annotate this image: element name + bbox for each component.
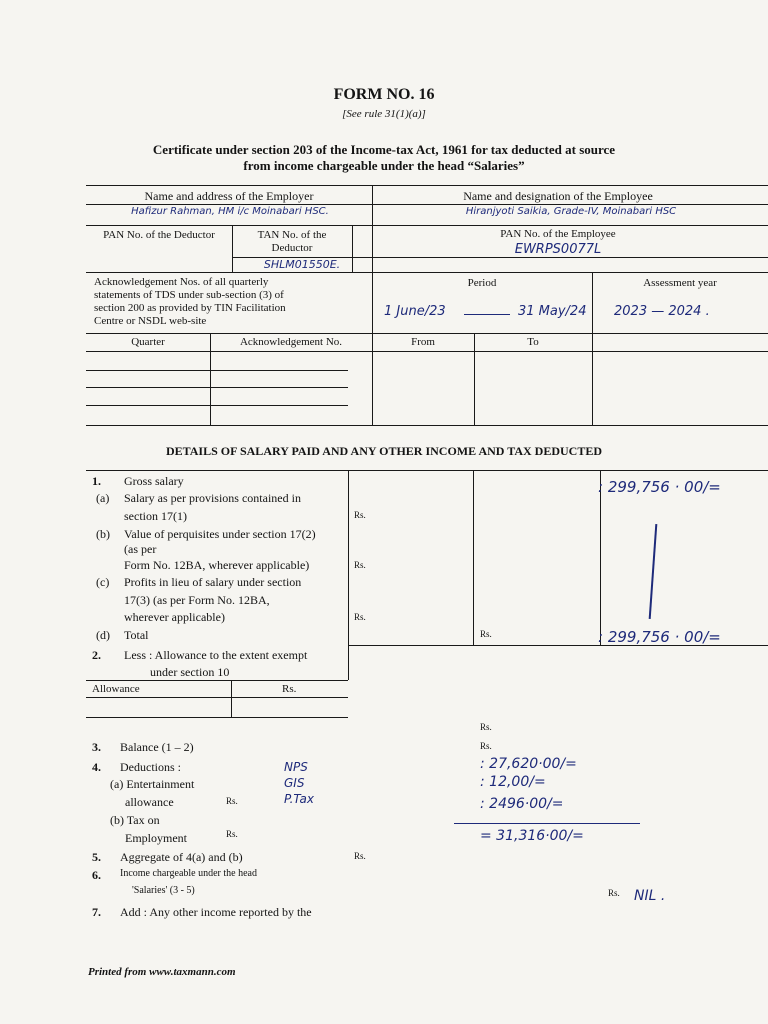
item-3-num: 3. xyxy=(92,740,101,754)
item-d: (d) xyxy=(96,628,110,642)
continuation-stroke xyxy=(649,524,658,619)
nps-note: NPS xyxy=(284,760,308,774)
certificate-line-1: Certificate under section 203 of the Income-tax Act, 1961 for tax deducted at source xyxy=(152,142,616,157)
ack-line: section 200 as provided by TIN Facilitation xyxy=(94,302,286,314)
rs-b: Rs. xyxy=(354,560,366,570)
period-from-value: 1 June/23 xyxy=(384,304,446,319)
rs-a: Rs. xyxy=(354,510,366,520)
tan-deductor-label-2: Deductor xyxy=(271,242,313,254)
item-b-line3: Form No. 12BA, wherever applicable) xyxy=(124,558,310,572)
tan-value: SHLM01550E. xyxy=(263,258,341,271)
ack-line: Acknowledgement Nos. of all quarterly xyxy=(94,276,269,288)
rs-upper: Rs. xyxy=(480,722,492,732)
tan-deductor-label-1: TAN No. of the xyxy=(257,229,327,241)
item-c: (c) xyxy=(96,575,110,589)
item-c-line3: wherever applicable) xyxy=(124,610,225,624)
item-c-line2: 17(3) (as per Form No. 12BA, xyxy=(124,593,270,607)
gross-salary-label: Gross salary xyxy=(124,474,184,488)
ptax-note: P.Tax xyxy=(284,792,314,806)
employer-header: Name and address of the Employer xyxy=(144,189,314,203)
rs-entertainment: Rs. xyxy=(226,796,238,806)
item-5-num: 5. xyxy=(92,850,101,864)
period-to-value: 31 May/24 xyxy=(518,304,587,319)
deductions-label: Deductions : xyxy=(120,760,181,774)
from-header: From xyxy=(411,336,435,348)
rs-total: Rs. xyxy=(480,629,492,639)
item-6-num: 6. xyxy=(92,868,101,882)
pan-employee-value: EWRPS0077L xyxy=(514,242,602,257)
tax-employment-line2: Employment xyxy=(125,831,187,845)
item-a-line1: Salary as per provisions contained in xyxy=(124,491,301,505)
employer-value: Hafizur Rahman, HM i/c Moinabari HSC. xyxy=(131,206,329,217)
assessment-year-label: Assessment year xyxy=(643,277,717,289)
form-title: FORM NO. 16 xyxy=(333,86,435,103)
details-title: DETAILS OF SALARY PAID AND ANY OTHER INCOME AND TAX DEDUCTED xyxy=(165,444,603,458)
allowance-header: Allowance xyxy=(92,683,140,695)
item-2-num: 2. xyxy=(92,648,101,662)
rs-aggregate: Rs. xyxy=(354,851,366,861)
entertainment-line1: (a) Entertainment xyxy=(110,777,195,791)
to-header: To xyxy=(527,336,539,348)
item-c-line1: Profits in lieu of salary under section xyxy=(124,575,302,589)
ack-line: statements of TDS under sub-section (3) of xyxy=(94,289,284,301)
total-label: Total xyxy=(124,628,149,642)
employee-header: Name and designation of the Employee xyxy=(463,189,653,203)
allowance-rs: Rs. xyxy=(282,683,297,695)
rs-c: Rs. xyxy=(354,612,366,622)
quarter-header: Quarter xyxy=(131,336,165,348)
item-4-num: 4. xyxy=(92,760,101,774)
item-7-num: 7. xyxy=(92,905,101,919)
gross-salary-value: : 299,756 · 00/= xyxy=(598,478,721,496)
pan-employee-label: PAN No. of the Employee xyxy=(500,228,616,240)
ack-line: Centre or NSDL web-site xyxy=(94,315,207,327)
deduction-nps-value: : 27,620·00/= xyxy=(480,756,577,772)
less-allowance-line2: under section 10 xyxy=(150,665,230,679)
balance-label: Balance (1 – 2) xyxy=(120,740,194,754)
rs-income: Rs. xyxy=(608,888,620,898)
assessment-year-value: 2023 — 2024 . xyxy=(614,304,710,319)
tax-employment-line1: (b) Tax on xyxy=(110,813,160,827)
income-chargeable-line2: 'Salaries' (3 - 5) xyxy=(132,885,195,896)
aggregate-label: Aggregate of 4(a) and (b) xyxy=(120,850,243,864)
total-salary-value: : 299,756 · 00/= xyxy=(598,628,721,646)
period-dash xyxy=(464,314,510,315)
item-b: (b) xyxy=(96,527,110,541)
item-b-line2: (as per xyxy=(124,542,157,556)
item-1-num: 1. xyxy=(92,474,101,488)
rule-reference: [See rule 31(1)(a)] xyxy=(342,108,426,120)
income-chargeable-line1: Income chargeable under the head xyxy=(120,868,257,879)
income-nil-value: NIL . xyxy=(634,888,666,904)
item-a-line2: section 17(1) xyxy=(124,509,187,523)
ack-no-header: Acknowledgement No. xyxy=(239,336,343,348)
gis-note: GIS xyxy=(284,776,305,790)
deduction-gis-value: : 12,00/= xyxy=(480,774,546,790)
item-b-line1: Value of perquisites under section 17(2) xyxy=(124,527,316,541)
employee-value: Hiranjyoti Saikia, Grade-IV, Moinabari HSC xyxy=(465,206,677,217)
rs-balance: Rs. xyxy=(480,741,492,751)
period-label: Period xyxy=(467,277,497,289)
footer-printed-from: Printed from www.taxmann.com xyxy=(88,966,236,978)
deduction-ptax-value: : 2496·00/= xyxy=(480,796,564,812)
deduction-total-value: = 31,316·00/= xyxy=(480,828,584,844)
entertainment-line2: allowance xyxy=(125,795,174,809)
rs-tax-employment: Rs. xyxy=(226,829,238,839)
sum-line xyxy=(454,823,640,824)
less-allowance-line1: Less : Allowance to the extent exempt xyxy=(124,648,308,662)
acknowledgement-text xyxy=(94,276,350,328)
item-a: (a) xyxy=(96,491,110,505)
certificate-line-2: from income chargeable under the head “Salaries” xyxy=(243,158,525,173)
other-income-label: Add : Any other income reported by the xyxy=(120,905,312,919)
pan-deductor-label: PAN No. of the Deductor xyxy=(103,229,215,241)
